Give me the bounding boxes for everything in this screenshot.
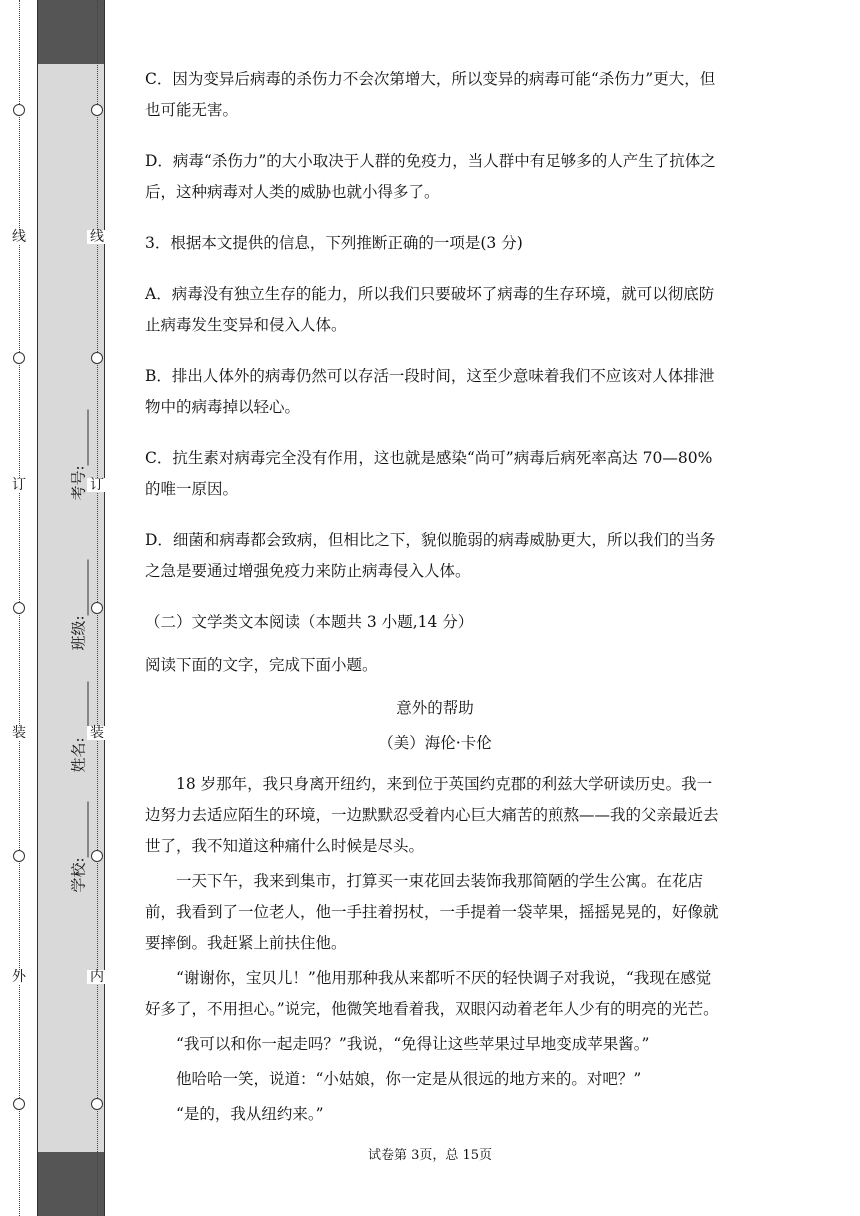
outer-circle-mark: [13, 352, 25, 364]
q3-option-b: B．排出人体外的病毒仍然可以存活一段时间，这至少意味着我们不应该对人体排泄物中的病毒掉以轻心。: [145, 367, 715, 416]
inner-label-bind: 订: [87, 478, 107, 492]
exam-number-label: 考号:: [69, 465, 88, 501]
outer-circle-mark: [13, 602, 25, 614]
page-footer: 试卷第 3页，总 15页: [367, 1148, 493, 1163]
name-label: 姓名:: [69, 737, 88, 773]
inner-circle-mark: [91, 352, 103, 364]
story-author: （美）海伦·卡伦: [378, 734, 492, 752]
question-3-stem: 3．根据本文提供的信息，下列推断正确的一项是(3 分): [145, 234, 523, 252]
reading-instruction: 阅读下面的文字，完成下面小题。: [145, 656, 378, 674]
q3-option-d: D．细菌和病毒都会致病，但相比之下，貌似脆弱的病毒威胁更大，所以我们的当务之急是要通过增强免疫力来防止病毒侵入人体。: [145, 531, 716, 580]
outer-label-mount: 装: [9, 726, 29, 740]
section-2-heading: （二）文学类文本阅读（本题共 3 小题,14 分）: [145, 613, 474, 631]
story-title: 意外的帮助: [396, 699, 474, 717]
outer-label-bind: 订: [9, 478, 29, 492]
story-paragraph: “是的，我从纽约来。”: [176, 1105, 324, 1123]
inner-circle-mark: [91, 104, 103, 116]
story-paragraph: 18 岁那年，我只身离开纽约，来到位于英国约克郡的利兹大学研读历史。我一边努力去适应陌生的环境，一边默默忍受着内心巨大痛苦的煎熬——我的父亲最近去世了，我不知道这种痛什么时候是尽头。: [145, 775, 719, 855]
inner-label-inside: 内: [87, 970, 107, 984]
outer-binding-strip: [0, 0, 36, 1216]
exam-content: [145, 64, 725, 1134]
story-paragraph: 一天下午，我来到集市，打算买一束花回去装饰我那简陋的学生公寓。在花店前，我看到了一位老人，他一手拄着拐杖，一手提着一袋苹果，摇摇晃晃的，好像就要摔倒。我赶紧上前扶住他。: [145, 872, 719, 952]
q2-option-d: D．病毒“杀伤力”的大小取决于人群的免疫力，当人群中有足够多的人产生了抗体之后，这种病毒对人类的威胁也就小得多了。: [145, 152, 716, 201]
inner-circle-mark: [91, 602, 103, 614]
inner-binding-strip: [86, 0, 110, 1216]
outer-circle-mark: [13, 850, 25, 862]
q3-option-c: C．抗生素对病毒完全没有作用，这也就是感染“尚可”病毒后病死率高达 70—80%的唯一原因。: [145, 449, 713, 498]
school-label: 学校:: [69, 857, 88, 893]
inner-label-mount: 装: [87, 726, 107, 740]
q3-option-a: A．病毒没有独立生存的能力，所以我们只要破坏了病毒的生存环境，就可以彻底防止病毒发生变异和侵入人体。: [145, 285, 715, 334]
outer-circle-mark: [13, 1098, 25, 1110]
q2-option-c: C．因为变异后病毒的杀伤力不会次第增大，所以变异的病毒可能“杀伤力”更大，但也可能无害。: [145, 70, 716, 119]
class-label: 班级:: [69, 615, 88, 651]
inner-circle-mark: [91, 850, 103, 862]
outer-circle-mark: [13, 104, 25, 116]
story-paragraph: “我可以和你一起走吗？”我说，“免得让这些苹果过早地变成苹果酱。”: [176, 1035, 650, 1053]
inner-label-line: 线: [87, 230, 107, 244]
story-paragraph: 他哈哈一笑，说道：“小姑娘，你一定是从很远的地方来的。对吧？”: [176, 1070, 642, 1088]
outer-label-line: 线: [9, 230, 29, 244]
story-paragraph: “谢谢你，宝贝儿！”他用那种我从来都听不厌的轻快调子对我说，“我现在感觉好多了，不用担心。”说完，他微笑地看着我，双眼闪动着老年人少有的明亮的光芒。: [145, 969, 719, 1018]
outer-label-outside: 外: [9, 970, 29, 984]
inner-circle-mark: [91, 1098, 103, 1110]
